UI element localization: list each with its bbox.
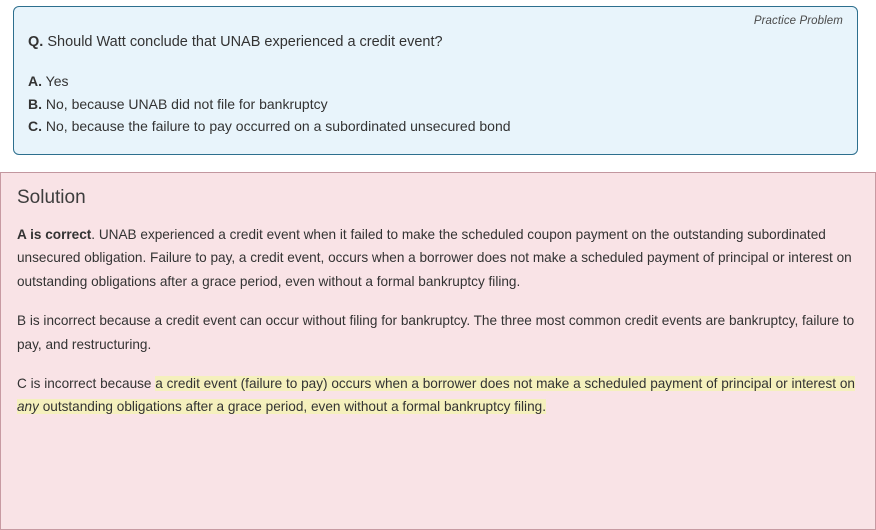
highlighted-text-italic: any xyxy=(17,399,39,415)
choice-a-text: Yes xyxy=(45,72,69,89)
choice-a[interactable] xyxy=(28,70,843,93)
solution-paragraph-b: B is incorrect because a credit event can occur without filing for bankruptcy. The three most common credit events are bankruptcy, failure to pay, and restructuring. xyxy=(17,313,855,352)
solution-paragraph-a-text: . UNAB experienced a credit event when it failed to make the scheduled coupon payment on the outstanding subordinated unsecured obligation. Failure to pay, a credit event, occurs when a borrower does not make a scheduled payment of principal or interest on outstanding obligations after a grace period, even without a formal bankruptcy filing. xyxy=(17,227,852,289)
question-card xyxy=(13,6,858,155)
highlighted-text-part2: outstanding obligations after a grace period, even without a formal bankruptcy filing. xyxy=(38,399,546,415)
correct-answer-label: A is correct xyxy=(17,227,92,242)
choice-c[interactable] xyxy=(28,115,843,138)
solution-paragraph-c-lead: C is incorrect because xyxy=(17,375,156,391)
question-prefix: Q. xyxy=(28,34,44,50)
choice-b-text: No, because UNAB did not file for bankruptcy xyxy=(45,95,328,112)
solution-paragraph-c xyxy=(17,372,859,419)
choice-c-label: C. xyxy=(28,118,42,135)
question-text: Should Watt conclude that UNAB experienced a credit event? xyxy=(47,34,443,50)
question-text-row xyxy=(28,33,843,52)
solution-paragraph-a xyxy=(17,223,859,293)
solution-card xyxy=(0,172,876,530)
choice-c-text: No, because the failure to pay occurred on a subordinated unsecured bond xyxy=(45,118,511,135)
practice-problem-label: Practice Problem xyxy=(753,15,843,27)
highlighted-text-part1: a credit event (failure to pay) occurs when a borrower does not make a scheduled payment of principal or interest on xyxy=(155,375,855,391)
choice-b[interactable] xyxy=(28,93,843,116)
solution-title: Solution xyxy=(17,187,86,208)
choice-a-label: A. xyxy=(28,72,42,89)
choice-b-label: B. xyxy=(28,95,42,112)
